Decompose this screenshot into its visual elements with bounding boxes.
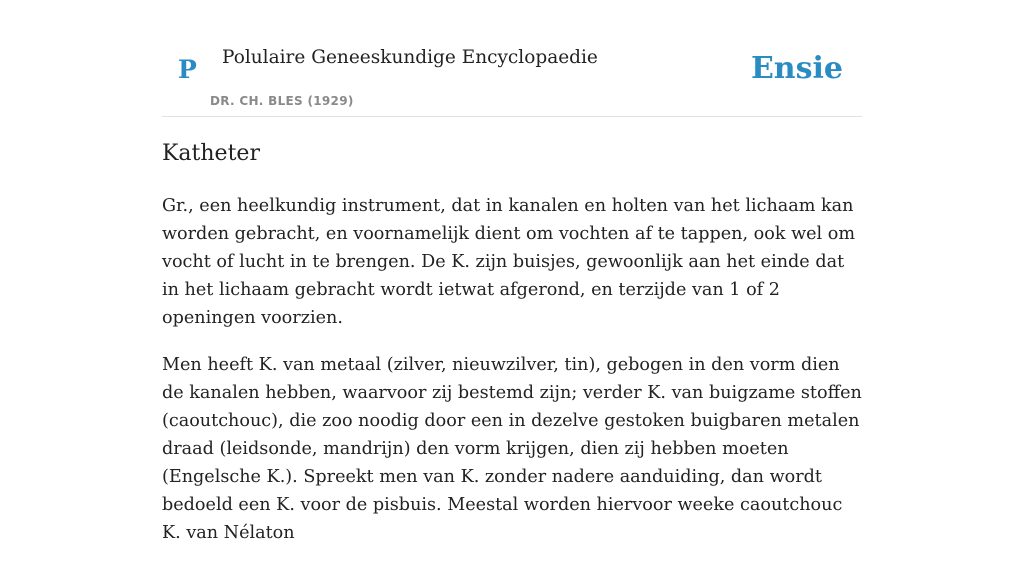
book-title-link[interactable]: Polulaire Geneeskundige Encyclopaedie	[222, 47, 598, 68]
ensie-logo[interactable]: Ensie	[750, 51, 843, 86]
book-header	[162, 0, 862, 117]
book-initial-badge[interactable]: P	[178, 55, 197, 84]
article-title: Katheter	[162, 141, 260, 166]
article-paragraph-1: Gr., een heelkundig instrument, dat in kanalen en holten van het lichaam kan worden gebracht, en voornamelijk dient om vochten af te tappen, ook wel om vocht of lucht in te brengen. De K. zijn buisjes, gewoonlijk aan het einde dat in het lichaam gebracht wordt ietwat afgerond, en terzijde van 1 of 2 openingen voorzien.	[162, 196, 856, 328]
book-author: DR. CH. BLES (1929)	[210, 94, 354, 108]
page	[162, 0, 862, 543]
article-body	[162, 192, 862, 566]
article-paragraph-2: Men heeft K. van metaal (zilver, nieuwzilver, tin), gebogen in den vorm dien de kanalen hebben, waarvoor zij bestemd zijn; verder K. van buigzame stoffen (caoutchouc), die zoo noodig door een in dezelve gestoken buigbaren metalen draad (leidsonde, mandrijn) den vorm krijgen, dien zij hebben moeten (Engelsche K.). Spreekt men van K. zonder nadere aanduiding, dan wordt bedoeld een K. voor de pisbuis. Meestal worden hiervoor weeke caoutchouc K. van Nélaton	[162, 355, 862, 543]
